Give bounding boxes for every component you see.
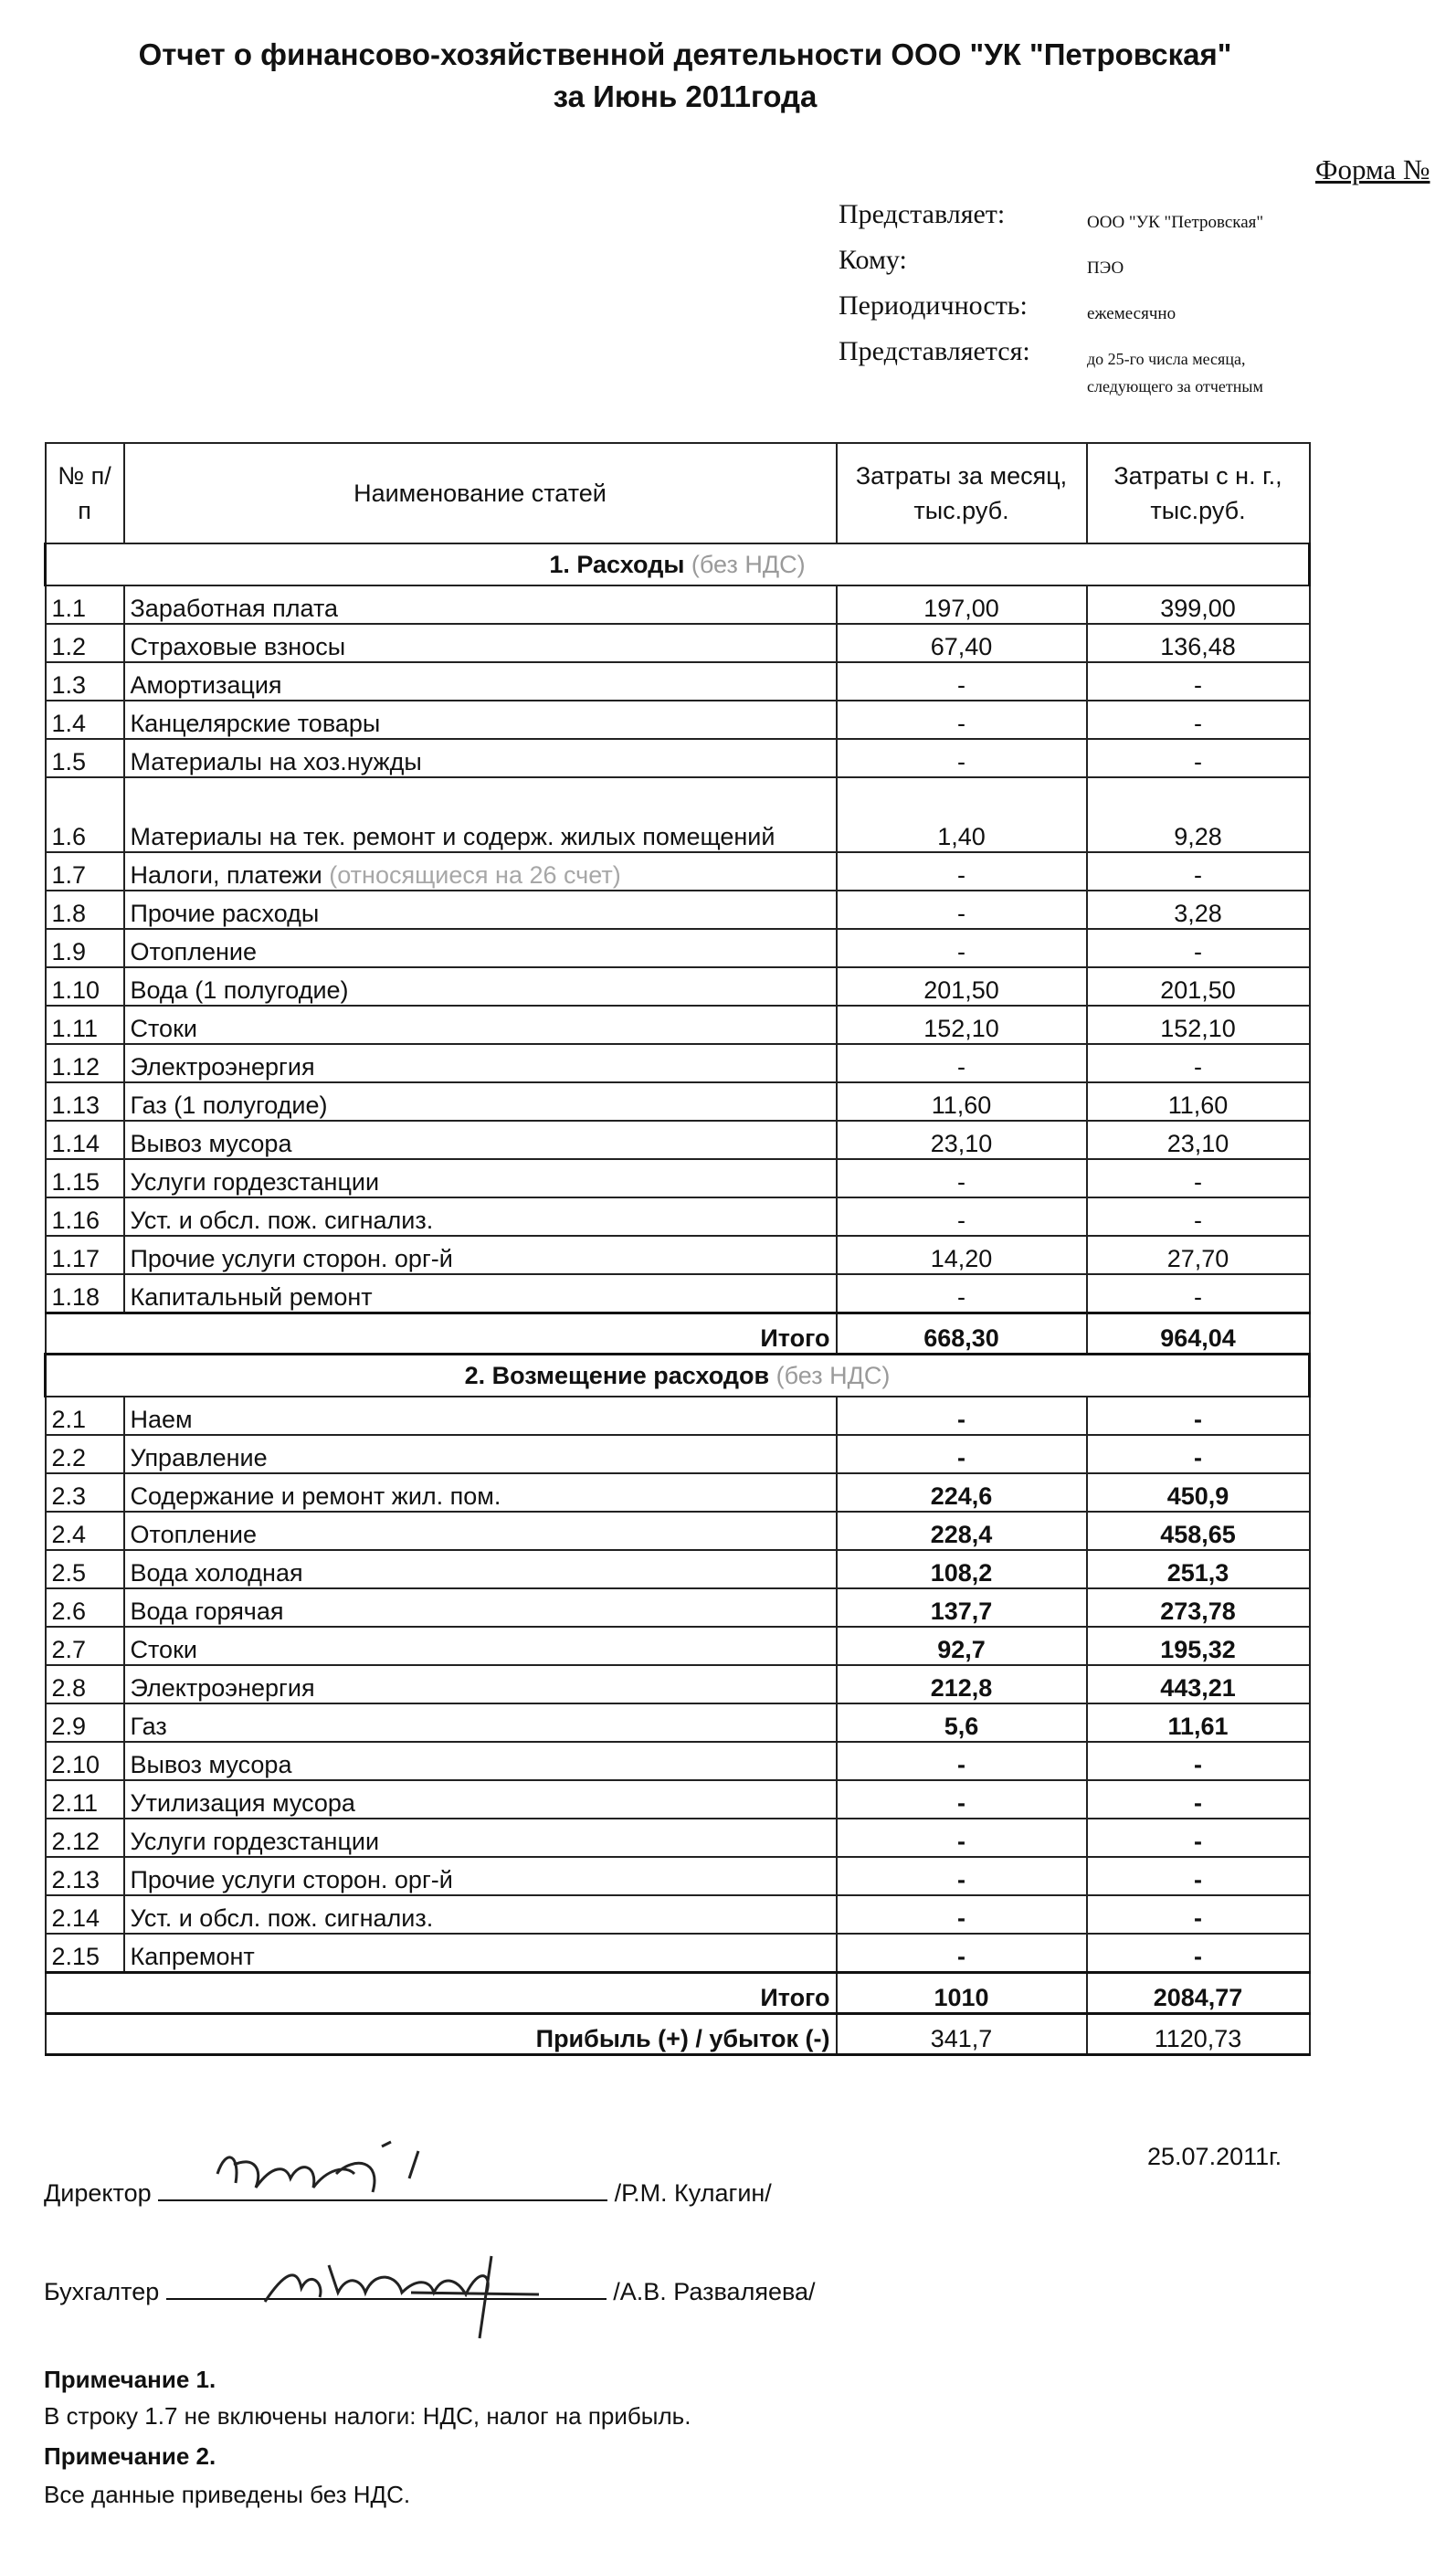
- total-row-ytd: 964,04: [1087, 1313, 1310, 1355]
- row-name: Материалы на хоз.нужды: [130, 748, 422, 775]
- row-name-cell: [124, 1121, 837, 1159]
- row-name: Прочие услуги сторон. орг-й: [130, 1866, 453, 1893]
- accountant-handwritten-signature: [247, 2229, 575, 2347]
- row-number: 2.4: [46, 1512, 124, 1550]
- row-number: 1.13: [46, 1082, 124, 1121]
- row-month-value: -: [837, 852, 1087, 891]
- row-name-cell: [124, 1742, 837, 1780]
- row-name-cell: [124, 1895, 837, 1934]
- row-name-cell: [124, 1550, 837, 1588]
- table-row: [46, 1435, 1310, 1473]
- row-ytd-value: 195,32: [1087, 1627, 1310, 1665]
- row-number: 2.13: [46, 1857, 124, 1895]
- table-row: [46, 852, 1310, 891]
- row-ytd-value: -: [1087, 1819, 1310, 1857]
- row-name-cell: [124, 1236, 837, 1274]
- row-number: 1.14: [46, 1121, 124, 1159]
- row-name: Управление: [130, 1444, 268, 1471]
- row-ytd-value: 152,10: [1087, 1006, 1310, 1044]
- table-body: [46, 543, 1310, 2055]
- row-ytd-value: 458,65: [1087, 1512, 1310, 1550]
- table-row: [46, 1473, 1310, 1512]
- row-month-value: -: [837, 1780, 1087, 1819]
- section-title-cell: [46, 543, 1310, 585]
- row-month-value: -: [837, 1274, 1087, 1313]
- row-number: 1.1: [46, 585, 124, 624]
- table-row: [46, 929, 1310, 967]
- row-month-value: -: [837, 662, 1087, 701]
- row-month-value: 67,40: [837, 624, 1087, 662]
- row-month-value: 201,50: [837, 967, 1087, 1006]
- meta-label: Представляется:: [839, 336, 1030, 366]
- row-ytd-value: -: [1087, 1934, 1310, 1973]
- row-ytd-value: 450,9: [1087, 1473, 1310, 1512]
- note-2-title: Примечание 2.: [44, 2442, 216, 2470]
- row-number: 2.10: [46, 1742, 124, 1780]
- section-hint: (без НДС): [691, 550, 806, 578]
- table-row: [46, 1665, 1310, 1703]
- row-name: Капитальный ремонт: [130, 1283, 373, 1311]
- note-1-text: В строку 1.7 не включены налоги: НДС, налог на прибыль.: [44, 2402, 691, 2430]
- row-name: Услуги гордезстанции: [130, 1828, 380, 1855]
- meta-label: Представляет:: [839, 199, 1006, 229]
- row-ytd-value: -: [1087, 1742, 1310, 1780]
- row-ytd-value: 273,78: [1087, 1588, 1310, 1627]
- director-name: /Р.М. Кулагин/: [614, 2179, 772, 2207]
- row-month-value: 5,6: [837, 1703, 1087, 1742]
- table-row: [46, 1934, 1310, 1973]
- row-number: 1.16: [46, 1197, 124, 1236]
- report-title-line2: за Июнь 2011года: [553, 79, 818, 113]
- row-ytd-value: -: [1087, 1159, 1310, 1197]
- row-ytd-value: 3,28: [1087, 891, 1310, 929]
- row-month-value: -: [837, 1197, 1087, 1236]
- total-row-month: 1010: [837, 1973, 1087, 2014]
- row-ytd-value: 27,70: [1087, 1236, 1310, 1274]
- table-row: [46, 1121, 1310, 1159]
- row-name: Вода горячая: [130, 1598, 284, 1625]
- row-name-cell: [124, 1588, 837, 1627]
- row-ytd-value: 399,00: [1087, 585, 1310, 624]
- row-number: 2.2: [46, 1435, 124, 1473]
- table-row: [46, 1550, 1310, 1588]
- profit-row: [46, 2014, 1310, 2055]
- row-month-value: -: [837, 1435, 1087, 1473]
- row-name-cell: [124, 1397, 837, 1435]
- row-number: 2.15: [46, 1934, 124, 1973]
- row-name: Стоки: [130, 1015, 197, 1042]
- meta-value: до 25-го числа месяца, следующего за отчетным: [1087, 350, 1263, 395]
- row-number: 2.5: [46, 1550, 124, 1588]
- header-month: Затраты за месяц, тыс.руб.: [837, 443, 1087, 543]
- director-handwritten-signature: [199, 2137, 446, 2220]
- row-number: 2.14: [46, 1895, 124, 1934]
- row-number: 2.12: [46, 1819, 124, 1857]
- row-month-value: 228,4: [837, 1512, 1087, 1550]
- row-name-hint: (относящиеся на 26 счет): [329, 861, 621, 889]
- section-row: [46, 543, 1310, 585]
- row-ytd-value: -: [1087, 1274, 1310, 1313]
- row-month-value: 224,6: [837, 1473, 1087, 1512]
- table-row: [46, 967, 1310, 1006]
- row-ytd-value: -: [1087, 1044, 1310, 1082]
- row-name: Газ: [130, 1713, 167, 1740]
- table-row: [46, 1819, 1310, 1857]
- profit-row-month: 341,7: [837, 2014, 1087, 2055]
- profit-row-label: Прибыль (+) / убыток (-): [46, 2014, 837, 2055]
- row-ytd-value: 136,48: [1087, 624, 1310, 662]
- row-number: 1.10: [46, 967, 124, 1006]
- total-row: [46, 1973, 1310, 2014]
- row-ytd-value: 9,28: [1087, 777, 1310, 852]
- row-month-value: -: [837, 701, 1087, 739]
- row-ytd-value: -: [1087, 1197, 1310, 1236]
- meta-value: ежемесячно: [1087, 304, 1176, 323]
- row-ytd-value: -: [1087, 929, 1310, 967]
- total-row-month: 668,30: [837, 1313, 1087, 1355]
- table-row: [46, 891, 1310, 929]
- header-name: Наименование статей: [124, 443, 837, 543]
- table-row: [46, 1742, 1310, 1780]
- row-month-value: 137,7: [837, 1588, 1087, 1627]
- row-name-cell: [124, 1780, 837, 1819]
- row-name-cell: [124, 1512, 837, 1550]
- row-ytd-value: -: [1087, 662, 1310, 701]
- row-name: Капремонт: [130, 1943, 255, 1970]
- table-row: [46, 624, 1310, 662]
- row-month-value: -: [837, 929, 1087, 967]
- note-1-title: Примечание 1.: [44, 2366, 216, 2393]
- note-2-text: Все данные приведены без НДС.: [44, 2481, 411, 2508]
- total-row-ytd: 2084,77: [1087, 1973, 1310, 2014]
- table-row: [46, 585, 1310, 624]
- row-name-cell: [124, 662, 837, 701]
- table-row: [46, 1627, 1310, 1665]
- table-row: [46, 777, 1310, 852]
- row-name-cell: [124, 1627, 837, 1665]
- row-month-value: 1,40: [837, 777, 1087, 852]
- table-header-row: [46, 443, 1310, 543]
- table-row: [46, 1006, 1310, 1044]
- accountant-name: /А.В. Разваляева/: [613, 2278, 816, 2305]
- table-row: [46, 1780, 1310, 1819]
- row-ytd-value: -: [1087, 701, 1310, 739]
- accountant-role: Бухгалтер: [44, 2278, 160, 2305]
- row-name: Канцелярские товары: [130, 710, 381, 737]
- meta-value: ООО "УК "Петровская": [1087, 213, 1264, 232]
- row-name: Услуги гордезстанции: [130, 1168, 380, 1196]
- row-name: Амортизация: [130, 671, 282, 699]
- row-name-cell: [124, 1857, 837, 1895]
- row-ytd-value: 23,10: [1087, 1121, 1310, 1159]
- total-row: [46, 1313, 1310, 1355]
- row-name-cell: [124, 624, 837, 662]
- row-number: 1.15: [46, 1159, 124, 1197]
- row-name-cell: [124, 967, 837, 1006]
- director-role: Директор: [44, 2179, 152, 2207]
- row-number: 1.17: [46, 1236, 124, 1274]
- row-ytd-value: -: [1087, 1857, 1310, 1895]
- row-name-cell: [124, 1044, 837, 1082]
- row-month-value: 11,60: [837, 1082, 1087, 1121]
- table-row: [46, 1895, 1310, 1934]
- row-ytd-value: -: [1087, 1435, 1310, 1473]
- row-name-cell: [124, 585, 837, 624]
- row-name: Вода холодная: [130, 1559, 303, 1587]
- table-row: [46, 1197, 1310, 1236]
- row-name-cell: [124, 739, 837, 777]
- table-row: [46, 1159, 1310, 1197]
- row-month-value: 152,10: [837, 1006, 1087, 1044]
- row-number: 1.5: [46, 739, 124, 777]
- total-row-label: Итого: [46, 1313, 837, 1355]
- section-title: 2. Возмещение расходов: [464, 1361, 770, 1389]
- row-name: Страховые взносы: [130, 633, 346, 660]
- row-ytd-value: -: [1087, 1895, 1310, 1934]
- row-name: Стоки: [130, 1636, 197, 1663]
- table-row: [46, 1044, 1310, 1082]
- row-month-value: 92,7: [837, 1627, 1087, 1665]
- row-number: 2.3: [46, 1473, 124, 1512]
- table-row: [46, 1082, 1310, 1121]
- row-ytd-value: 201,50: [1087, 967, 1310, 1006]
- row-month-value: 212,8: [837, 1665, 1087, 1703]
- row-ytd-value: 251,3: [1087, 1550, 1310, 1588]
- profit-row-ytd: 1120,73: [1087, 2014, 1310, 2055]
- row-name: Отопление: [130, 938, 257, 965]
- row-name: Электроэнергия: [130, 1053, 315, 1081]
- table-row: [46, 1236, 1310, 1274]
- row-name-cell: [124, 1819, 837, 1857]
- row-name: Отопление: [130, 1521, 257, 1548]
- row-ytd-value: -: [1087, 1780, 1310, 1819]
- section-title: 1. Расходы: [549, 550, 685, 578]
- row-number: 1.12: [46, 1044, 124, 1082]
- row-name-cell: [124, 1006, 837, 1044]
- row-ytd-value: -: [1087, 852, 1310, 891]
- header-ytd: Затраты с н. г., тыс.руб.: [1087, 443, 1310, 543]
- meta-value: ПЭО: [1087, 258, 1124, 278]
- row-number: 2.6: [46, 1588, 124, 1627]
- row-name-cell: [124, 1934, 837, 1973]
- row-name: Вывоз мусора: [130, 1130, 292, 1157]
- row-number: 1.11: [46, 1006, 124, 1044]
- row-month-value: -: [837, 739, 1087, 777]
- row-month-value: -: [837, 1857, 1087, 1895]
- row-name-cell: [124, 1665, 837, 1703]
- row-name: Утилизация мусора: [130, 1789, 355, 1817]
- row-ytd-value: -: [1087, 739, 1310, 777]
- row-ytd-value: -: [1087, 1397, 1310, 1435]
- row-ytd-value: 11,61: [1087, 1703, 1310, 1742]
- row-month-value: -: [837, 1742, 1087, 1780]
- row-name: Прочие услуги сторон. орг-й: [130, 1245, 453, 1272]
- row-name: Прочие расходы: [130, 900, 320, 927]
- row-number: 1.8: [46, 891, 124, 929]
- row-number: 2.9: [46, 1703, 124, 1742]
- row-month-value: -: [837, 1044, 1087, 1082]
- meta-label: Кому:: [839, 245, 907, 275]
- table-row: [46, 662, 1310, 701]
- row-month-value: 14,20: [837, 1236, 1087, 1274]
- table-row: [46, 1588, 1310, 1627]
- row-name: Вывоз мусора: [130, 1751, 292, 1778]
- row-number: 1.18: [46, 1274, 124, 1313]
- row-name: Уст. и обсл. пож. сигнализ.: [130, 1207, 434, 1234]
- table-row: [46, 1274, 1310, 1313]
- table-row: [46, 1703, 1310, 1742]
- row-name-cell: [124, 891, 837, 929]
- row-month-value: -: [837, 1934, 1087, 1973]
- row-number: 2.8: [46, 1665, 124, 1703]
- row-name: Заработная плата: [130, 595, 339, 622]
- report-title-line1: Отчет о финансово-хозяйственной деятельности ООО "УК "Петровская": [138, 37, 1232, 71]
- table-row: [46, 1857, 1310, 1895]
- row-name-cell: [124, 1274, 837, 1313]
- row-number: 1.4: [46, 701, 124, 739]
- row-month-value: 197,00: [837, 585, 1087, 624]
- row-month-value: -: [837, 1397, 1087, 1435]
- row-name-cell: [124, 1473, 837, 1512]
- row-month-value: 108,2: [837, 1550, 1087, 1588]
- row-name: Наем: [130, 1406, 193, 1433]
- financial-report-table: [44, 442, 1311, 2056]
- section-hint: (без НДС): [775, 1361, 891, 1389]
- row-number: 1.2: [46, 624, 124, 662]
- row-month-value: -: [837, 1159, 1087, 1197]
- row-name-cell: [124, 1082, 837, 1121]
- row-name-cell: [124, 701, 837, 739]
- row-month-value: -: [837, 1895, 1087, 1934]
- section-title-cell: [46, 1355, 1310, 1397]
- row-name-cell: [124, 1435, 837, 1473]
- row-name-cell: [124, 1159, 837, 1197]
- row-month-value: -: [837, 891, 1087, 929]
- row-number: 1.7: [46, 852, 124, 891]
- row-name: Газ (1 полугодие): [130, 1091, 328, 1119]
- row-name: Электроэнергия: [130, 1674, 315, 1702]
- report-date: 25.07.2011г.: [1147, 2143, 1282, 2170]
- row-number: 1.9: [46, 929, 124, 967]
- row-name: Налоги, платежи: [130, 861, 322, 889]
- row-name: Содержание и ремонт жил. пом.: [130, 1482, 501, 1510]
- row-name-cell: [124, 1197, 837, 1236]
- meta-label: Периодичность:: [839, 290, 1028, 321]
- total-row-label: Итого: [46, 1973, 837, 2014]
- row-name-cell: [124, 777, 837, 852]
- row-name-cell: [124, 929, 837, 967]
- row-month-value: 23,10: [837, 1121, 1087, 1159]
- table-row: [46, 1512, 1310, 1550]
- row-month-value: -: [837, 1819, 1087, 1857]
- row-name-cell: [124, 852, 837, 891]
- row-name: Уст. и обсл. пож. сигнализ.: [130, 1904, 434, 1932]
- row-number: 1.3: [46, 662, 124, 701]
- row-ytd-value: 443,21: [1087, 1665, 1310, 1703]
- table-row: [46, 701, 1310, 739]
- row-name: Вода (1 полугодие): [130, 976, 349, 1004]
- row-name: Материалы на тек. ремонт и содерж. жилых помещений: [130, 823, 775, 850]
- header-num: № п/п: [46, 443, 124, 543]
- row-name-cell: [124, 1703, 837, 1742]
- row-number: 2.1: [46, 1397, 124, 1435]
- row-ytd-value: 11,60: [1087, 1082, 1310, 1121]
- section-row: [46, 1355, 1310, 1397]
- table-row: [46, 739, 1310, 777]
- row-number: 2.7: [46, 1627, 124, 1665]
- form-number-label: Форма №: [1315, 153, 1430, 185]
- row-number: 1.6: [46, 777, 124, 852]
- row-number: 2.11: [46, 1780, 124, 1819]
- table-row: [46, 1397, 1310, 1435]
